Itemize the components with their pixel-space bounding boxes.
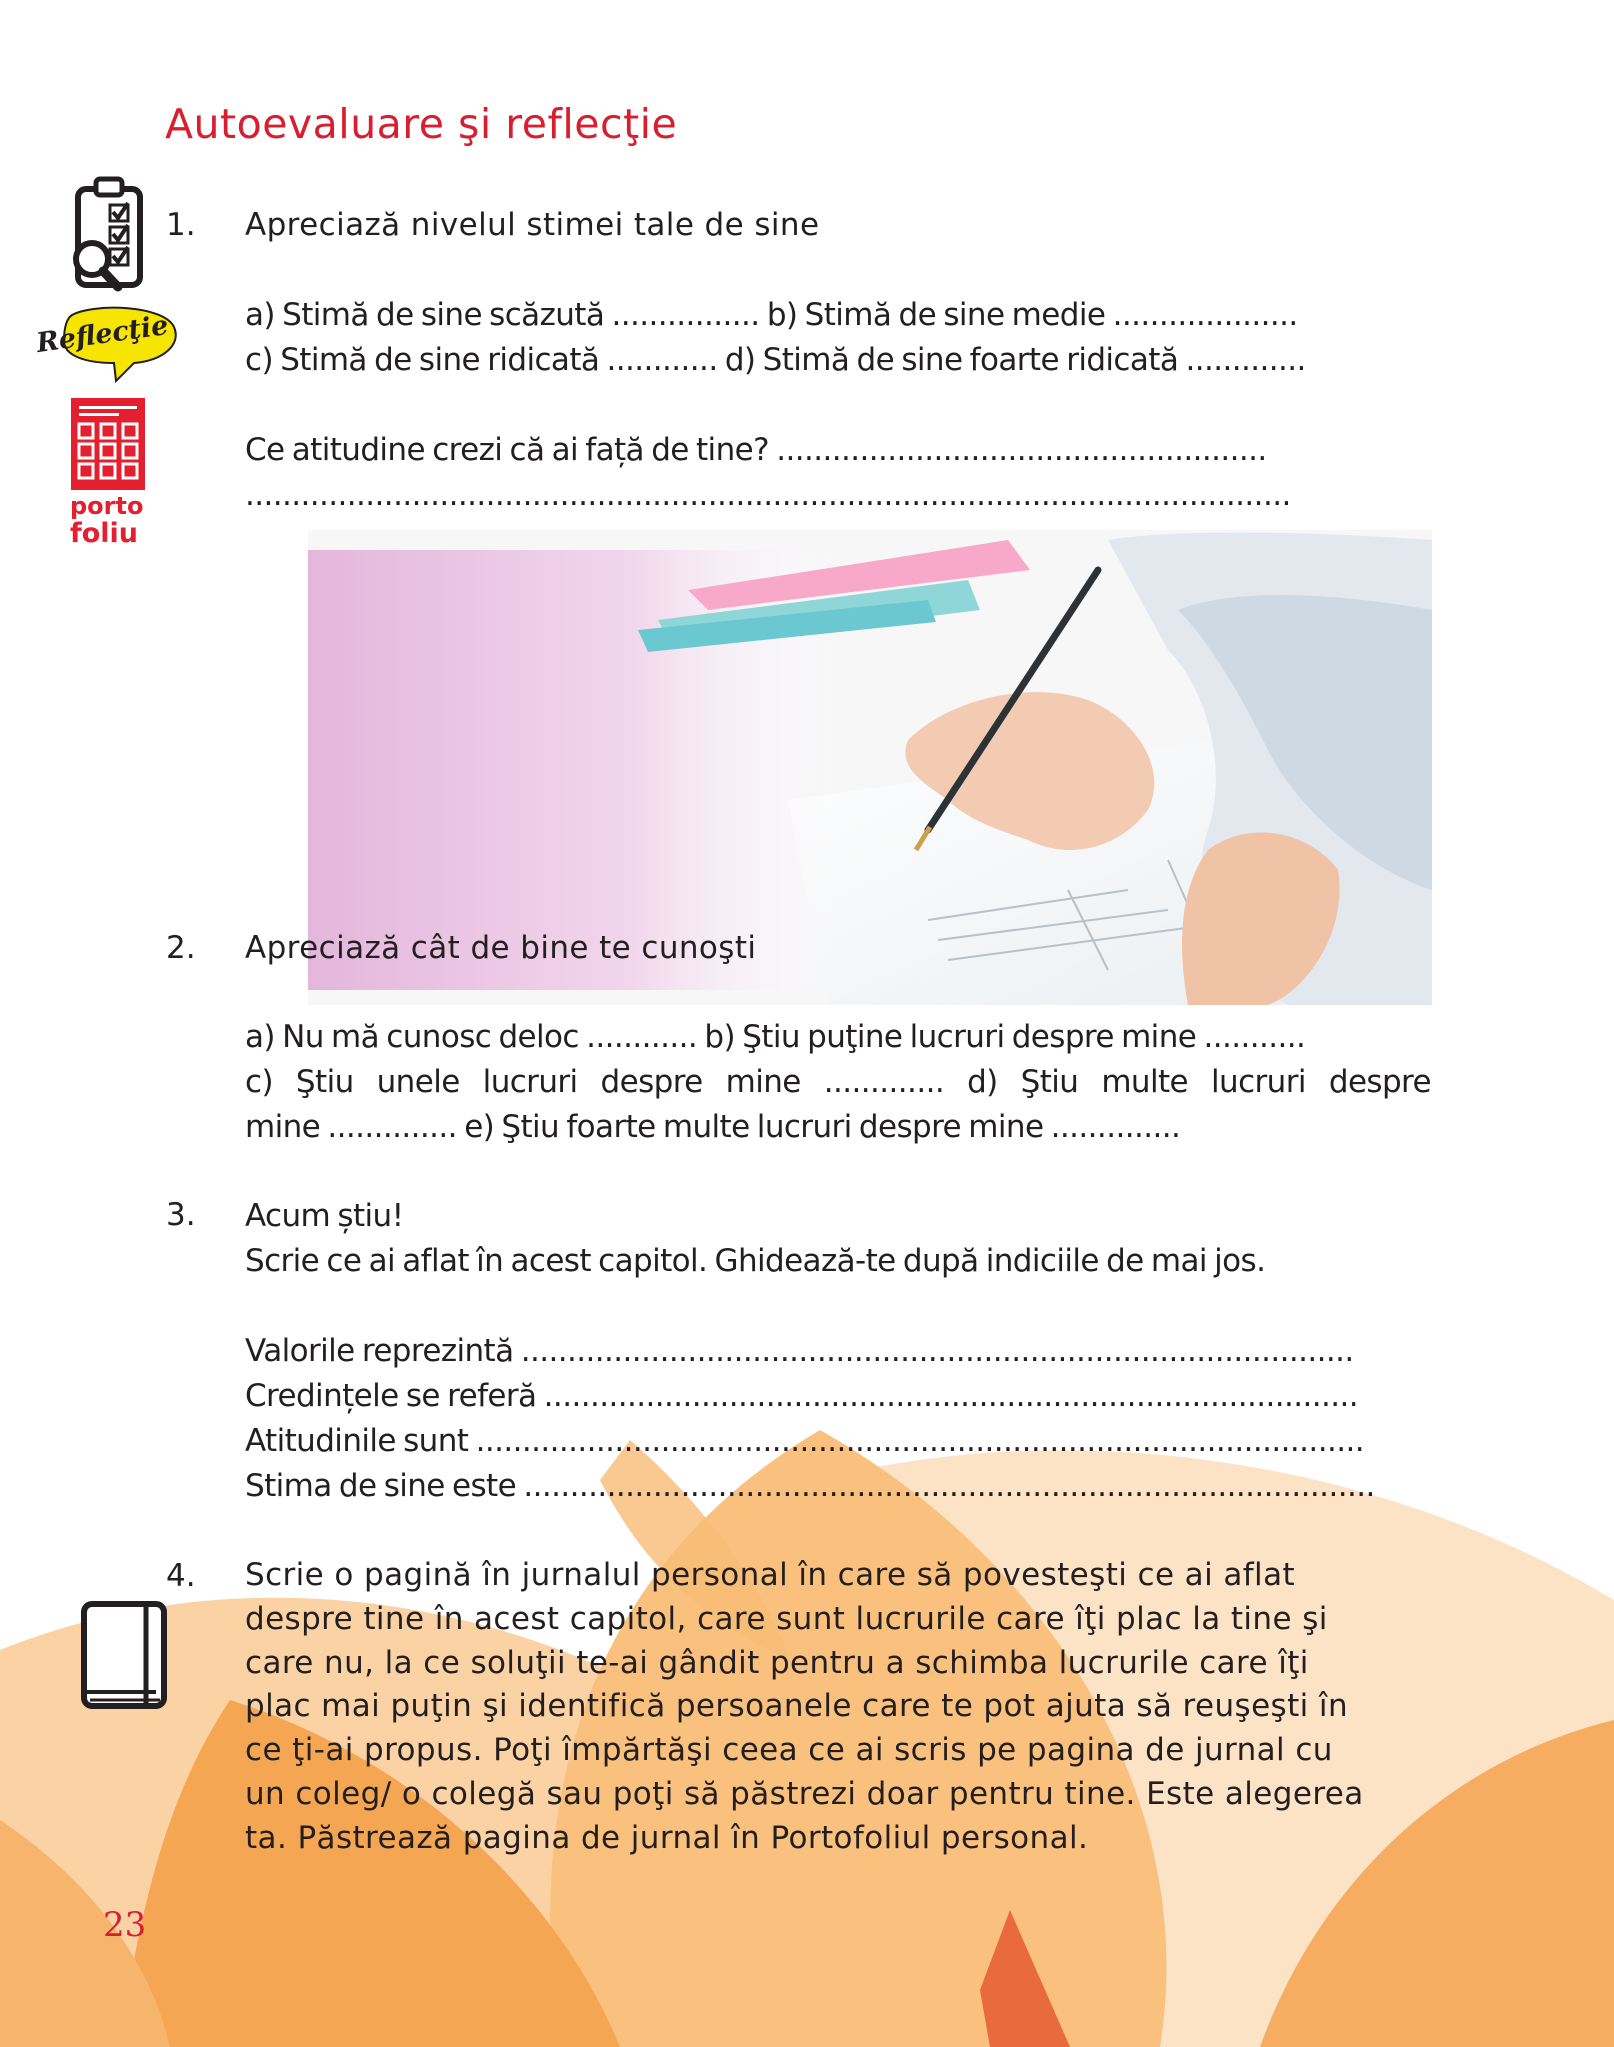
q3-instruction: Scrie ce ai aflat în acest capitol. Ghidează-te după indiciile de mai jos. xyxy=(245,1243,1266,1279)
clipboard-checklist-icon xyxy=(68,175,148,295)
q1-attitude xyxy=(245,428,1431,518)
q4-number: 4. xyxy=(166,1558,196,1594)
q1-options xyxy=(245,293,1431,383)
portfolio-badge xyxy=(68,398,148,550)
q4-line: care nu, la ce soluţii te-ai gândit pentru a schimba lucrurile care îţi xyxy=(245,1644,1309,1681)
q2-options-line-c: mine .............. e) Ştiu foarte multe lucruri despre mine .............. xyxy=(245,1109,1181,1145)
q3-prompt-values: Valorile reprezintă .......................................................................................... xyxy=(245,1333,1354,1369)
q2-prompt: Apreciază cât de bine te cunoşti xyxy=(245,930,757,966)
q4-body xyxy=(245,1554,1431,1861)
q4-line: ta. Păstrează pagina de jurnal în Portofoliul personal. xyxy=(245,1819,1089,1856)
reflection-badge xyxy=(34,305,184,385)
q3-number: 3. xyxy=(166,1197,196,1233)
q4-line: despre tine în acest capitol, care sunt lucrurile care îţi plac la tine şi xyxy=(245,1600,1328,1637)
q4-line: ce ţi-ai propus. Poţi împărtăşi ceea ce ai scris pe pagina de jurnal cu xyxy=(245,1732,1333,1769)
q1-options-line-b: c) Stimă de sine ridicată ............ d) Stimă de sine foarte ridicată ............. xyxy=(245,342,1306,378)
q2-number: 2. xyxy=(166,930,196,966)
reflection-label: Reflecţie xyxy=(34,309,171,360)
q3-body xyxy=(245,1194,1431,1284)
portfolio-label-line2: foliu xyxy=(70,518,139,549)
q2-options-line-b: c) Ştiu unele lucruri despre mine ............. d) Ştiu multe lucruri despre xyxy=(245,1064,1431,1100)
q2-options xyxy=(245,1015,1431,1150)
q4-line: plac mai puţin şi identifică persoanele care te pot ajuta să reuşeşti în xyxy=(245,1688,1348,1725)
q1-number: 1. xyxy=(166,207,196,243)
q3-prompt-beliefs: Credințele se referă ........................................................................................ xyxy=(245,1378,1359,1414)
q3-heading: Acum știu! xyxy=(245,1198,404,1234)
q1-answer-line: ................................................................................................................. xyxy=(245,477,1291,513)
q1-attitude-question: Ce atitudine crezi că ai față de tine? ..................................................... xyxy=(245,432,1267,468)
q1-options-line-a: a) Stimă de sine scăzută ................ b) Stimă de sine medie .................... xyxy=(245,297,1298,333)
portfolio-label-line1: porto xyxy=(70,492,144,520)
portfolio-icon xyxy=(71,398,145,490)
q4-line: un coleg/ o colegă sau poţi să păstrezi doar pentru tine. Este alegerea xyxy=(245,1775,1364,1812)
page-number: 23 xyxy=(103,1905,147,1945)
journal-book-icon xyxy=(80,1600,168,1716)
q1-prompt: Apreciază nivelul stimei tale de sine xyxy=(245,207,820,243)
q4-line: Scrie o pagină în jurnalul personal în care să povesteşti ce ai aflat xyxy=(245,1557,1296,1593)
q3-prompts xyxy=(245,1329,1431,1509)
q3-prompt-attitudes: Atitudinile sunt ................................................................................................ xyxy=(245,1423,1364,1459)
page-title: Autoevaluare şi reflecţie xyxy=(165,100,678,148)
q2-options-line-a: a) Nu mă cunosc deloc ............ b) Ştiu puţine lucruri despre mine ........... xyxy=(245,1019,1306,1055)
q3-prompt-self-esteem: Stima de sine este ............................................................................................ xyxy=(245,1468,1375,1504)
